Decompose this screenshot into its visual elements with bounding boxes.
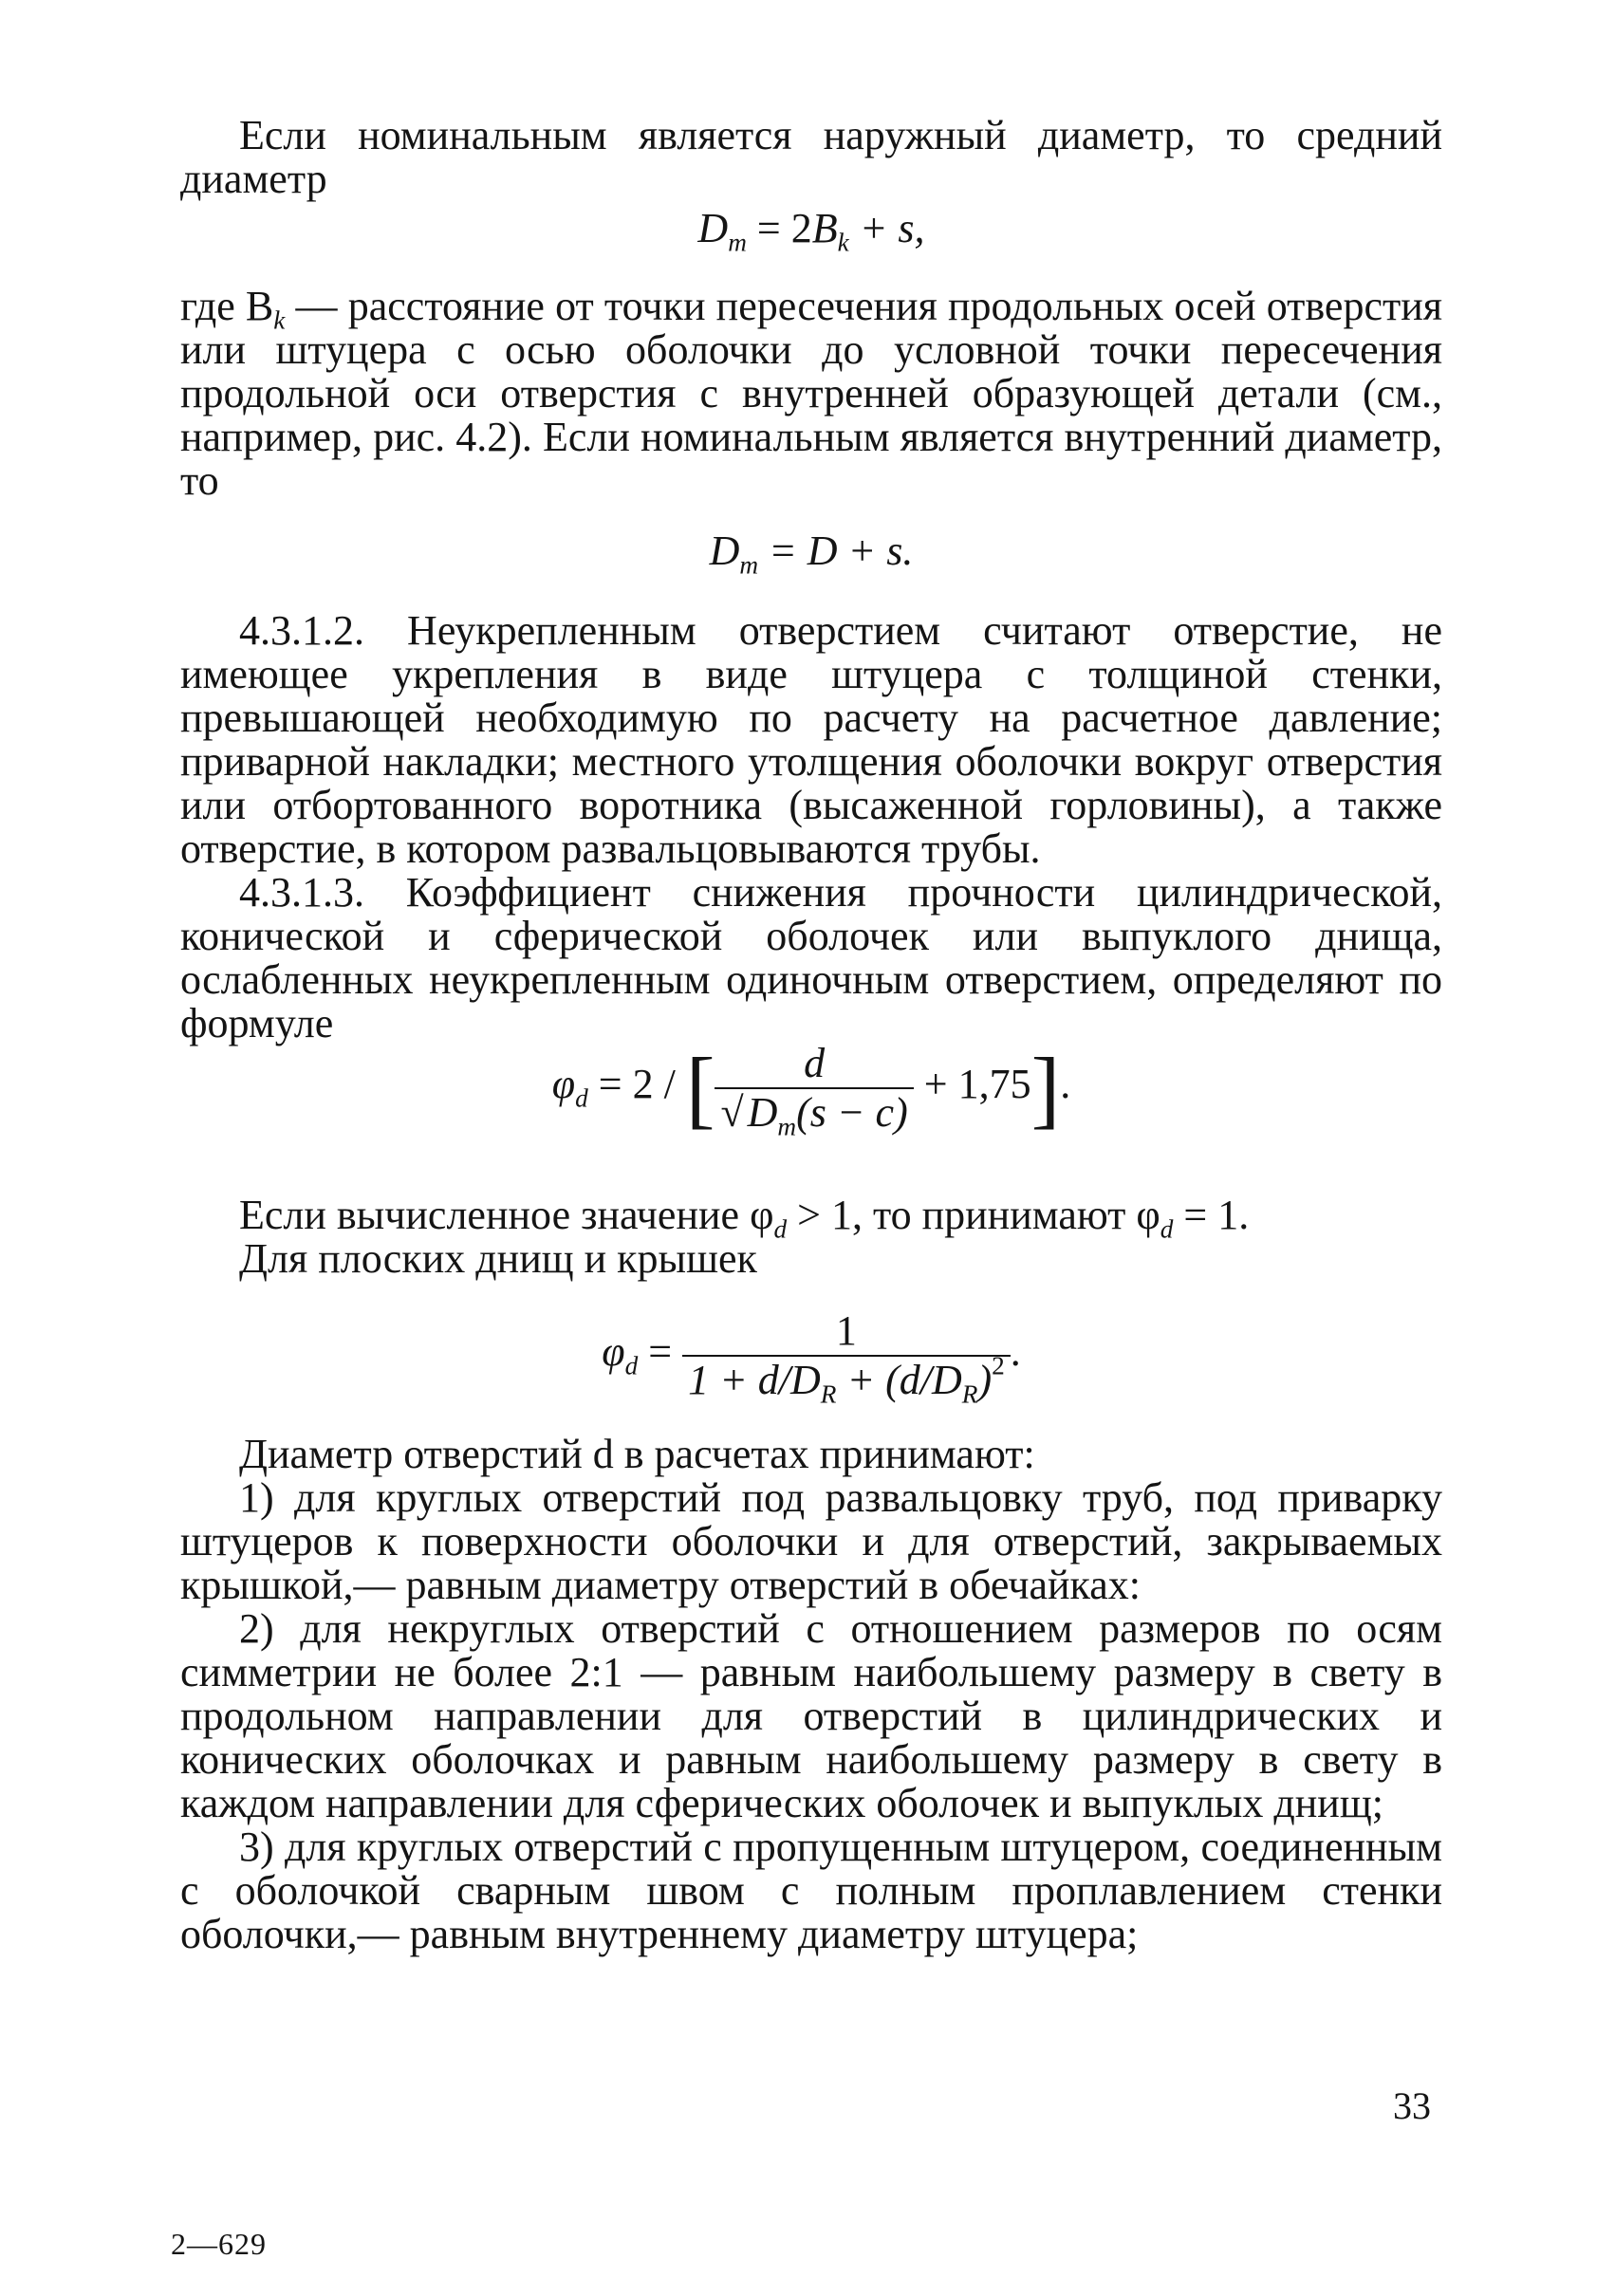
printer-signature: 2—629 xyxy=(171,2227,267,2261)
formula-subscript: d xyxy=(1160,1214,1174,1244)
formula-subscript: k xyxy=(837,228,849,257)
paragraph-if-greater xyxy=(180,1192,1442,1244)
formula-subscript: d xyxy=(773,1214,788,1244)
formula-part: + 1,75 xyxy=(913,1061,1031,1108)
bracket-open-icon: [ xyxy=(685,1040,715,1137)
formula-fraction xyxy=(715,1040,913,1141)
sqrt-body xyxy=(744,1087,908,1141)
formula-phi-flat xyxy=(180,1307,1442,1409)
fraction-denominator xyxy=(682,1351,1011,1409)
formula-symbol: D xyxy=(709,528,740,574)
formula-part: + (d/D xyxy=(836,1357,962,1403)
section-4-3-1-2 xyxy=(180,609,1442,1046)
formula-symbol: D xyxy=(697,205,729,251)
sqrt-icon: √ xyxy=(720,1089,744,1136)
bracket-close-icon: ] xyxy=(1030,1040,1061,1137)
formula-symbol: B xyxy=(811,205,838,251)
paragraph-definition xyxy=(180,285,1442,503)
equals-sign: = xyxy=(638,1328,683,1376)
formula-part: (s − c) xyxy=(796,1089,908,1136)
formula-subscript: R xyxy=(820,1379,837,1409)
formula-superscript: 2 xyxy=(992,1351,1005,1380)
formula-subscript: m xyxy=(728,228,747,257)
section-diameter-rules xyxy=(180,1433,1442,1956)
paragraph-intro xyxy=(180,114,1442,201)
text-span: Если вычисленное значение φ xyxy=(239,1192,774,1238)
formula-subscript: R xyxy=(961,1379,978,1409)
text-span: где B xyxy=(180,283,274,329)
formula-symbol: D xyxy=(747,1089,778,1136)
formula-subscript: m xyxy=(777,1112,797,1141)
paragraph-diameter-intro: Диаметр отверстий d в расчетах принимают: xyxy=(239,1431,1035,1477)
paragraph-phi-limit xyxy=(180,1194,1442,1281)
formula-part: = 2 xyxy=(746,205,812,251)
list-item-1: 1) для круглых отверстий под развальцовку труб, под приварку штуцеров к поверхности оболочки и для отверстий, закрываемых крышкой,— равным диаметру отверстий в обечайках: xyxy=(180,1474,1442,1608)
formula-phi-shell xyxy=(180,1040,1442,1141)
formula-symbol: φ xyxy=(602,1328,625,1376)
formula-subscript: m xyxy=(739,550,759,580)
text-span: > 1, то принимают φ xyxy=(787,1192,1160,1238)
formula-subscript: k xyxy=(273,306,286,335)
formula-part: 1 + d/D xyxy=(688,1357,821,1403)
formula-dm-outer xyxy=(180,205,1442,257)
list-item-2: 2) для некруглых отверстий с отношением размеров по осям симметрии не более 2:1 — равным наибольшему размеру в свету в продольном направлении для отверстий в цилиндрических и конических оболочках и равным наибольшему размеру в свету в каждом направлении для сферических оболочек и выпуклых днищ; xyxy=(180,1605,1442,1826)
page-number: 33 xyxy=(1393,2084,1431,2127)
formula-part: ) xyxy=(977,1357,993,1403)
formula-dm-inner xyxy=(180,528,1442,580)
paragraph-where-bk xyxy=(180,285,1442,503)
text-span: = 1. xyxy=(1173,1192,1250,1238)
paragraph-outer-diameter: Если номинальным является наружный диаметр, то средний диаметр xyxy=(180,112,1442,202)
fraction-denominator xyxy=(715,1087,913,1141)
formula-symbol: φ xyxy=(551,1061,576,1108)
formula-part: = D + s. xyxy=(758,528,914,574)
list-item-3: 3) для круглых отверстий с пропущенным штуцером, соединенным с оболочкой сварным швом с полным проплавлением стенки оболочки,— равным внутреннему диаметру штуцера; xyxy=(180,1824,1442,1957)
formula-part: = 2 / xyxy=(587,1061,686,1108)
formula-part: . xyxy=(1060,1061,1071,1108)
formula-fraction xyxy=(682,1307,1011,1409)
paragraph-flat-heads: Для плоских днищ и крышек xyxy=(239,1235,757,1282)
paragraph-strength-coefficient: 4.3.1.3. Коэффициент снижения прочности цилиндрической, конической и сферической оболочек или выпуклого днища, ослабленных неукрепленным одиночным отверстием, определяют по формуле xyxy=(180,869,1442,1046)
fraction-numerator: 1 xyxy=(835,1307,857,1354)
text-span: — расстояние от точки пересечения продольных осей отверстия или штуцера с осью оболочки до условной точки пересечения продольной оси отверстия с внутренней образующей детали (см., например, рис. 4.2). Если номинальным является внутренний диаметр, то xyxy=(180,283,1442,504)
formula-subscript: d xyxy=(575,1083,588,1113)
formula-part: + s, xyxy=(848,205,925,251)
fraction-numerator: d xyxy=(804,1040,826,1086)
paragraph-unreinforced-opening: 4.3.1.2. Неукрепленным отверстием считают отверстие, не имеющее укрепления в виде штуцера с толщиной стенки, превышающей необходимую по расчету на расчетное давление; приварной накладки; местного утолщения оболочки вокруг отверстия или отбортованного воротника (высаженной горловины), а также отверстие, в котором развальцовываются трубы. xyxy=(180,607,1442,872)
formula-subscript: d xyxy=(624,1351,639,1380)
formula-part: . xyxy=(1010,1328,1021,1376)
